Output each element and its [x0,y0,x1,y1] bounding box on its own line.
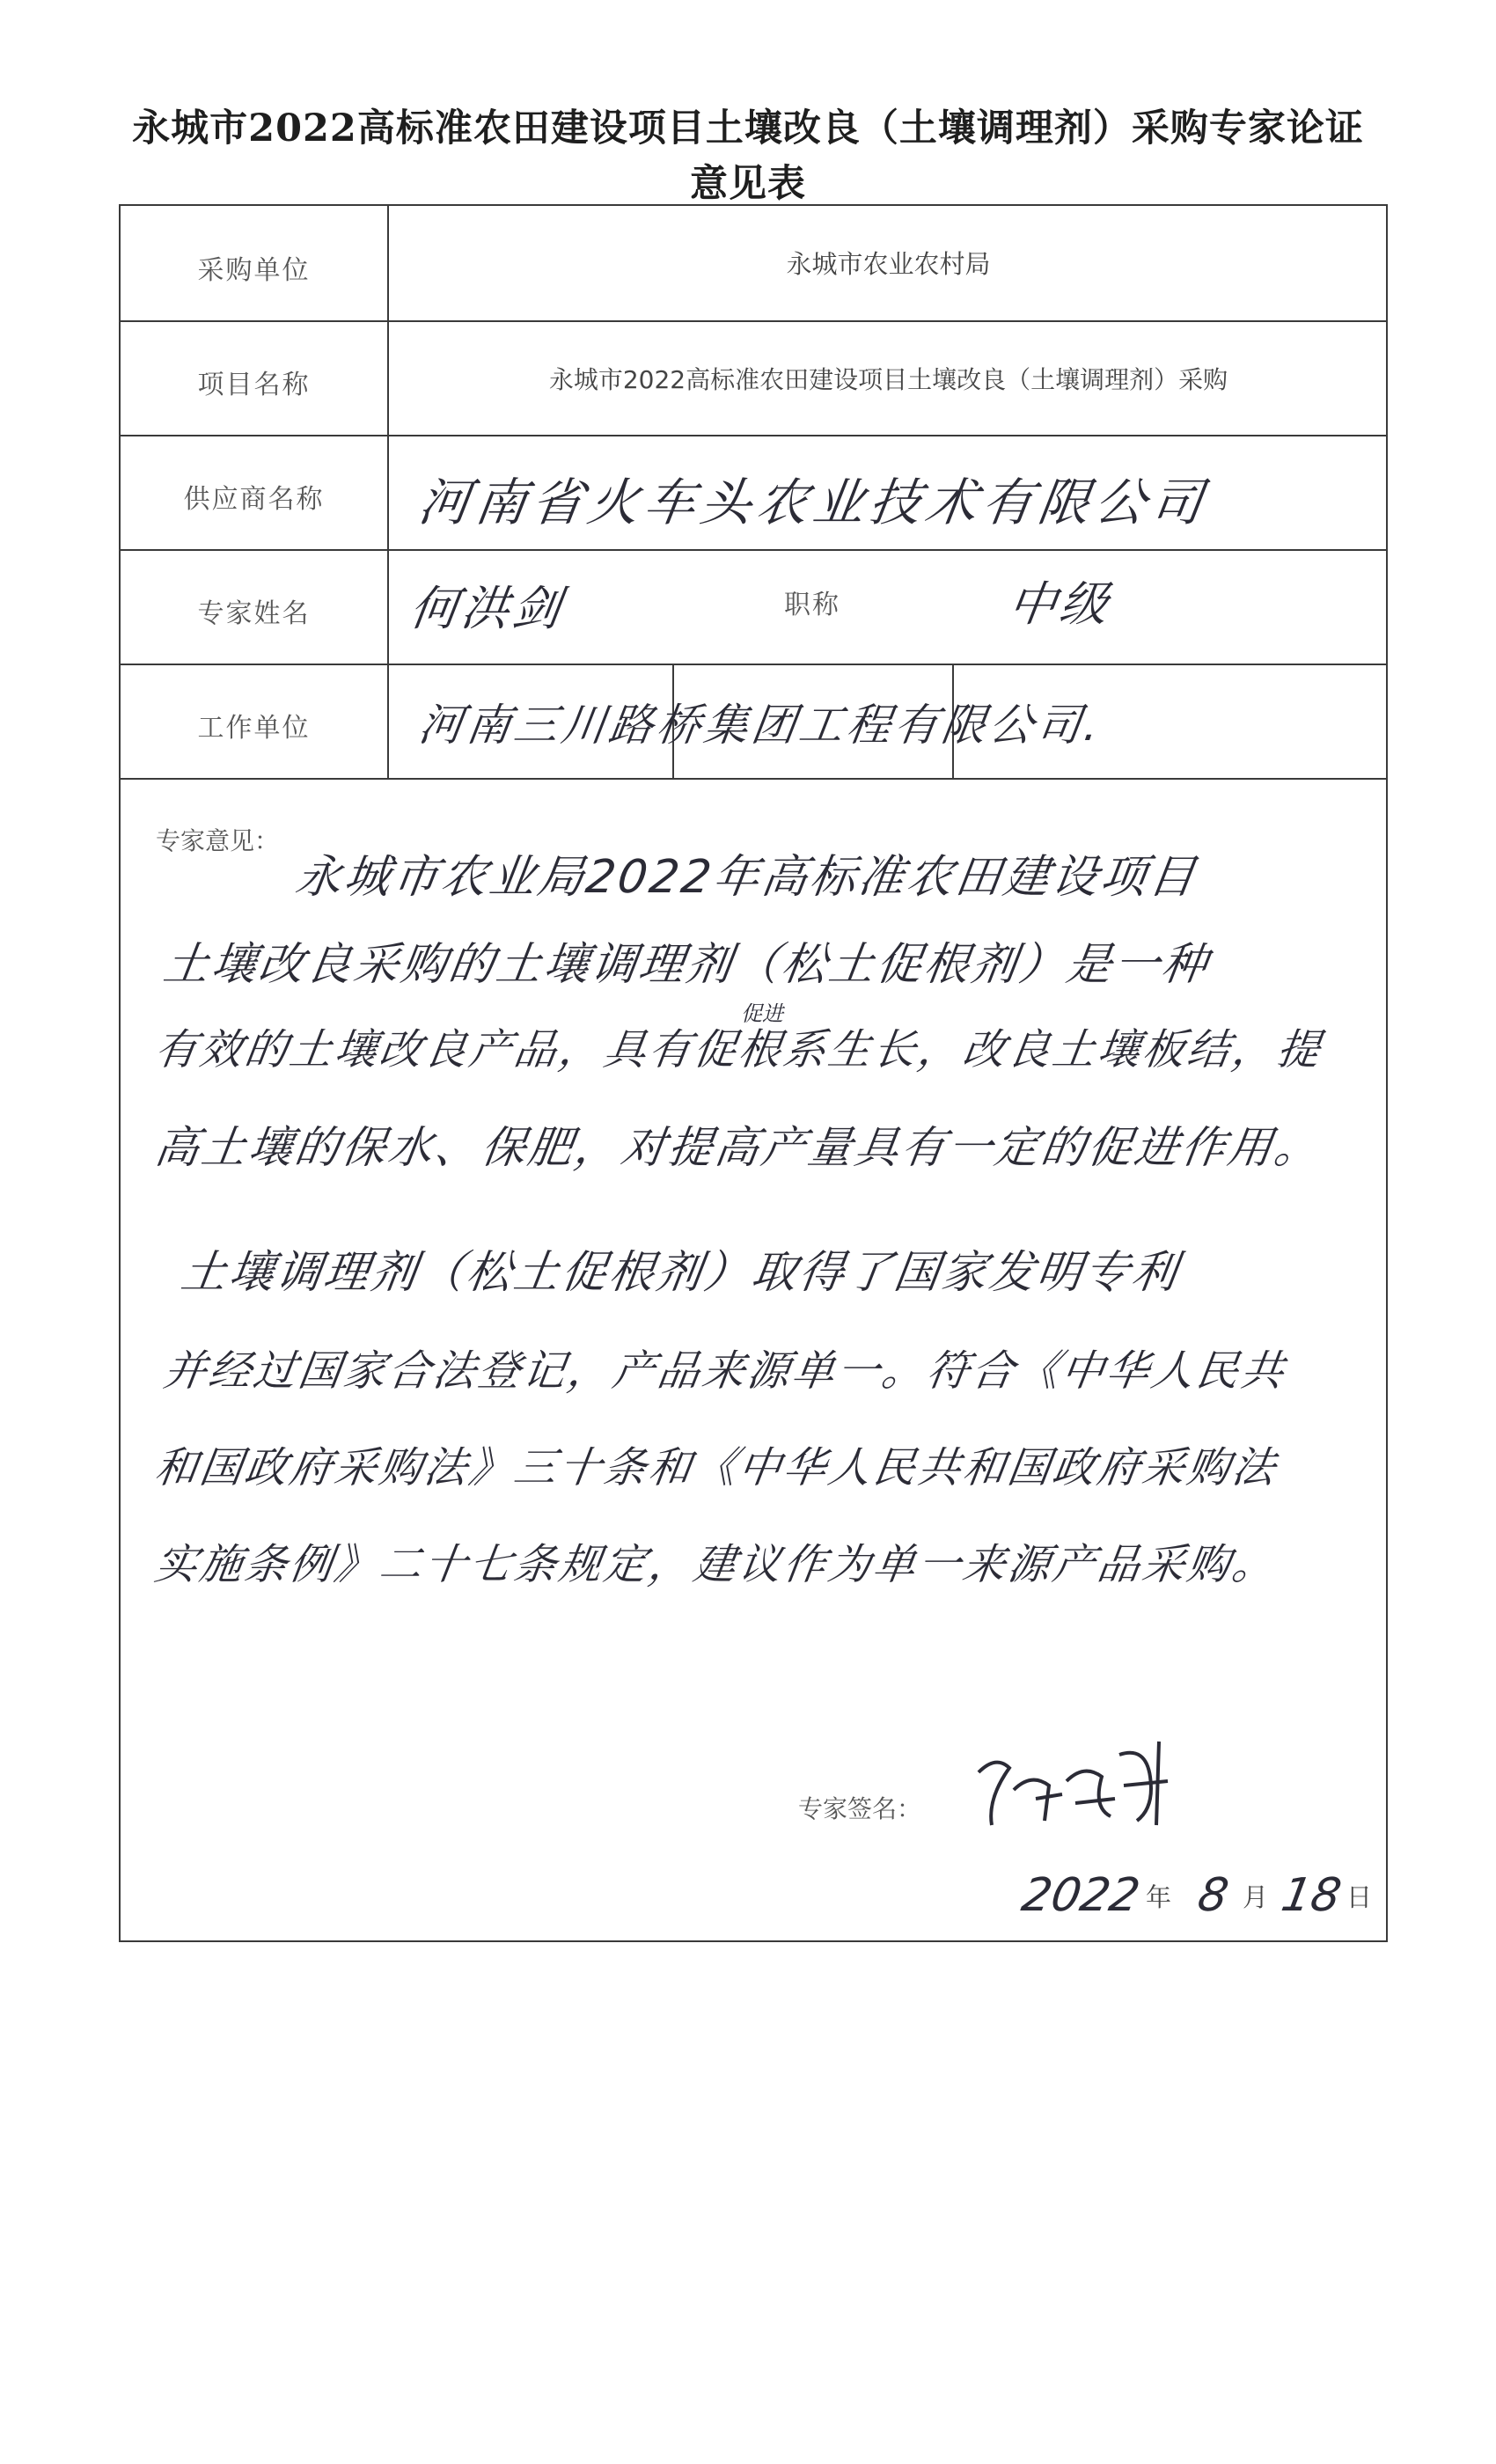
opinion-line: 永城市农业局2022年高标准农田建设项目 [292,851,1201,904]
row-divider [121,435,1386,436]
label-column-divider [387,206,389,778]
date-day-handwritten: 18 [1277,1869,1346,1922]
expert-signature [970,1737,1181,1834]
row-divider [121,664,1386,665]
project-name-label: 项目名称 [197,370,311,400]
supplier-value-handwritten: 河南省火车头农业技术有限公司 [414,473,1213,532]
date-year-unit: 年 [1146,1882,1172,1912]
opinion-form-table [119,204,1388,1942]
opinion-line: 土壤改良采购的土壤调理剂（松土促根剂）是一种 [160,939,1214,991]
document-title-line2: 意见表 [690,162,806,206]
opinion-line: 实施条例》二十七条规定，建议作为单一来源产品采购。 [151,1540,1281,1589]
expert-name-label: 专家姓名 [197,598,311,629]
row-divider [121,549,1386,551]
date-month-handwritten: 8 [1193,1869,1233,1922]
project-name-value: 永城市2022高标准农田建设项目土壤改良（土壤调理剂）采购 [548,365,1228,394]
opinion-line: 并经过国家合法登记，产品来源单一。符合《中华人民共 [160,1346,1290,1396]
date-day-unit: 日 [1346,1882,1373,1912]
purchaser-label: 采购单位 [197,255,311,286]
opinion-inserted-note: 促进 [741,1001,783,1026]
opinion-line: 和国政府采购法》三十条和《中华人民共和国政府采购法 [151,1443,1281,1492]
expert-name-handwritten: 何洪剑 [407,581,568,636]
opinion-line: 高土壤的保水、保肥，对提高产量具有一定的促进作用。 [151,1122,1325,1173]
opinion-line: 有效的土壤改良产品，具有促根系生长，改良土壤板结，提 [151,1025,1326,1074]
row-divider [121,320,1386,322]
date-month-unit: 月 [1243,1882,1269,1912]
date-year-handwritten: 2022 [1017,1869,1144,1922]
supplier-label: 供应商名称 [183,484,325,515]
document-title-line1: 永城市2022高标准农田建设项目土壤改良（土壤调理剂）采购专家论证 [132,106,1364,150]
workplace-value-handwritten: 河南三川路桥集团工程有限公司. [415,700,1106,751]
job-title-handwritten: 中级 [1005,576,1115,632]
job-title-label: 职称 [784,590,840,620]
workplace-label: 工作单位 [197,713,311,744]
row-divider [121,778,1386,780]
purchaser-value: 永城市农业农村局 [786,249,991,279]
opinion-line: 土壤调理剂（松土促根剂）取得了国家发明专利 [178,1247,1184,1299]
expert-signature-label: 专家签名： [798,1794,922,1823]
expert-opinion-label: 专家意见： [156,826,280,855]
